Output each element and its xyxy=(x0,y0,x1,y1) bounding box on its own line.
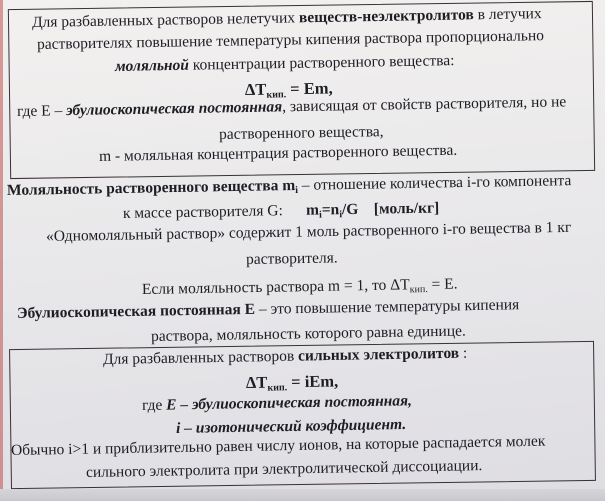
screen-bottom-edge xyxy=(0,489,605,501)
formula2-sub: кип. xyxy=(267,382,288,394)
molality-definition-term: Моляльность растворенного вещества m xyxy=(6,176,296,199)
ebullioscopic-definition-term: Эбулиоскопическая постоянная Е xyxy=(16,300,256,322)
ebullioscopic-definition-end: раствора, моляльность которого равна единице. xyxy=(150,322,466,345)
molality-one-end: = E. xyxy=(427,275,458,294)
molality-unit: [моль/кг] xyxy=(373,199,440,218)
molality-term: моляльной xyxy=(114,56,190,75)
ebullioscopic-definition-text: – это повышение температуры кипения xyxy=(254,296,520,318)
one-molal-definition: «Одномоляльный раствор» содержит 1 моль растворенного i-го вещества в 1 кг xyxy=(45,218,572,245)
molality-formula-g: /G xyxy=(341,200,359,219)
box1-line-7: m - моляльная концентрация растворенного вещества. xyxy=(98,141,458,165)
nonelectrolyte-term: веществ-неэлектролитов xyxy=(298,6,474,27)
box2-line-1-text: Для разбавленных растворов xyxy=(102,347,299,368)
molality-sub: i xyxy=(295,184,299,196)
molality-one-sub: кип. xyxy=(409,284,428,296)
molality-definition-text: – отношение количества i-го компонента xyxy=(297,172,572,194)
box2-line-3-where: где xyxy=(141,396,167,414)
molality-formula-n: =n xyxy=(321,201,340,219)
slide-left-edge xyxy=(0,0,3,501)
molality-formula-intro: к массе растворителя G: xyxy=(122,202,283,222)
formula1-delta-t: ΔT xyxy=(244,79,267,99)
box1-line-1-text: Для разбавленных растворов нелетучих xyxy=(31,9,300,31)
box1-line-1-end: в летучих xyxy=(473,5,542,24)
formula1-sub: кип. xyxy=(266,89,287,101)
box2-ebullioscopic-term: Е – эбулиоскопическая постоянная, xyxy=(166,392,413,414)
strong-electrolyte-term: сильных электролитов xyxy=(297,344,460,365)
ebullioscopic-constant-term: эбулиоскопическая постоянная xyxy=(66,98,283,120)
ebullioscopic-definition xyxy=(17,296,520,323)
box1-line-6: растворенного вещества, xyxy=(218,123,384,143)
formula2-delta-t: ΔT xyxy=(245,372,268,392)
box1-line-3-text: концентрации растворенного вещества: xyxy=(188,52,455,74)
isotonic-coefficient-term: i – изотонический коэффициент. xyxy=(175,415,407,437)
box2-line-1-end: : xyxy=(458,344,468,362)
box2-line-6: сильного электролита при электролитической диссоциации. xyxy=(85,457,483,481)
molality-formula-sub2: i xyxy=(339,209,343,221)
molality-formula xyxy=(306,201,359,219)
box1-line-5-where: где Е – xyxy=(16,102,67,120)
molality-formula-sub1: i xyxy=(318,209,322,221)
molality-one-text: Если моляльность раствора m = 1, то ΔT xyxy=(141,276,410,298)
box2-line-5: Обычно i>1 и приблизительно равен числу ионов, на которые распадается молек xyxy=(10,432,546,459)
formula1-rhs: = Em, xyxy=(285,78,333,99)
box1-line-2: растворителях повышение температуры кипения раствора пропорционально xyxy=(36,27,545,53)
box1-line-5-text: , зависящая от свойств растворителя, но не xyxy=(282,93,567,116)
one-molal-definition-end: растворителя. xyxy=(245,249,338,268)
formula2-rhs: = iEm, xyxy=(286,371,339,392)
molality-formula-m: m xyxy=(305,201,320,219)
